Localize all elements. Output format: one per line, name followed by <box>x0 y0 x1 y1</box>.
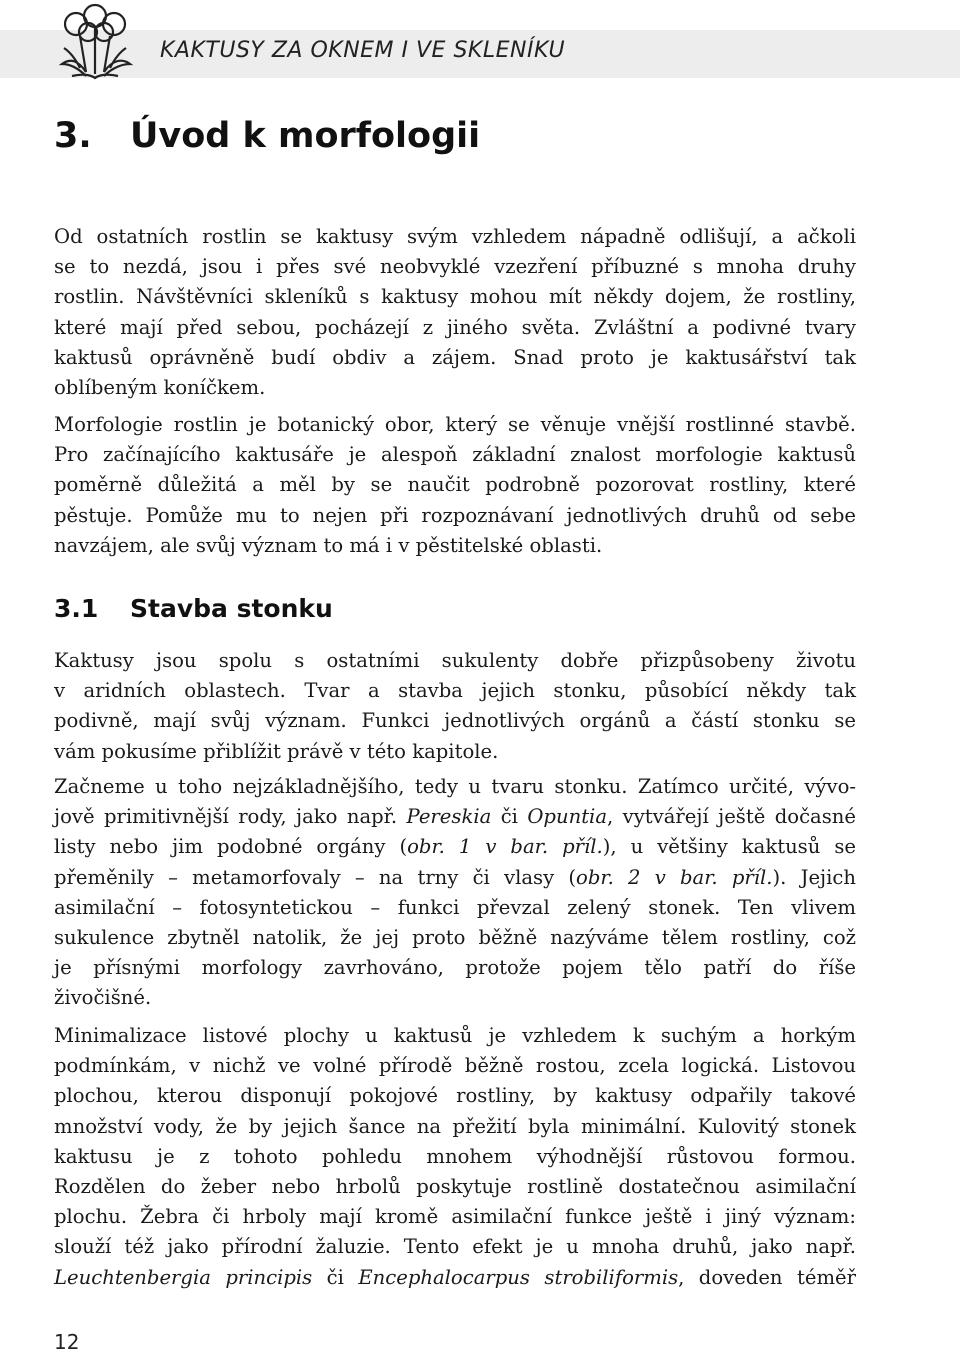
text-line: podivně, mají svůj význam. Funkci jednotlivých orgánů a částí stonku se <box>54 709 856 733</box>
text-line: kaktusu je z tohoto pohledu mnohem výhodnější růstovou formou. <box>54 1144 856 1168</box>
text-line: plochu. Žebra či hrboly mají kromě asimilační funkce ještě i jiný význam: <box>54 1205 856 1229</box>
page-number: 12 <box>54 1330 80 1354</box>
text-run: , vytvářejí ještě dočasné <box>607 805 856 829</box>
text-line: sukulence zbytněl natolik, že jej proto běžně nazýváme tělem rostliny, což <box>54 925 856 949</box>
section-title: Stavba stonku <box>130 594 333 623</box>
paragraph-intro-2 <box>54 410 856 561</box>
paragraph-stem-1 <box>54 646 856 767</box>
text-line <box>54 1263 856 1293</box>
text-line: v aridních oblastech. Tvar a stavba jejich stonku, působící někdy tak <box>54 679 856 703</box>
chapter-number: 3. <box>54 116 92 156</box>
cactus-flower-logo-icon <box>50 2 140 84</box>
species-name: Encephalocarpus strobiliformis <box>358 1265 679 1289</box>
text-line: je přísnými morfology zavrhováno, protože pojem tělo patří do říše <box>54 956 856 980</box>
text-line: Od ostatních rostlin se kaktusy svým vzhledem nápadně odlišují, a ačkoli <box>54 225 856 248</box>
text-line: živočišné. <box>54 986 152 1010</box>
text-line <box>54 863 856 893</box>
chapter-title: Úvod k morfologii <box>130 116 481 156</box>
text-line: podmínkám, v nichž ve volné přírodě běžně rostou, zcela logická. Listovou <box>54 1054 856 1078</box>
genus-name: Pereskia <box>406 805 492 829</box>
text-line: se to nezdá, jsou i přes své neobvyklé vzezření příbuzné s mnoha druhy <box>54 255 856 279</box>
text-run: či <box>312 1265 359 1289</box>
text-run: či <box>491 805 528 829</box>
text-run: ). Jejich <box>772 865 856 889</box>
text-run: přeměnily – metamorfovaly – na trny či vlasy ( <box>54 865 577 889</box>
figure-reference: obr. 1 v bar. příl. <box>407 835 603 859</box>
text-line: poměrně důležitá a měl by se naučit podrobně pozorovat rostliny, které <box>54 473 856 497</box>
section-heading <box>54 594 333 623</box>
text-run: ), u většiny kaktusů se <box>602 835 856 859</box>
text-line: Morfologie rostlin je botanický obor, který se věnuje vnější rostlinné stavbě. <box>54 413 856 436</box>
chapter-heading <box>54 116 480 156</box>
text-line: navzájem, ale svůj význam to má i v pěstitelské oblasti. <box>54 533 603 557</box>
text-run: , doveden téměř <box>678 1265 856 1289</box>
text-line: množství vody, že by jejich šance na přežití byla minimální. Kulovitý stonek <box>54 1114 856 1138</box>
text-line: kaktusů oprávněně budí obdiv a zájem. Snad proto je kaktusářství tak <box>54 345 856 369</box>
text-line: Kaktusy jsou spolu s ostatními sukulenty dobře přizpůsobeny životu <box>54 649 856 672</box>
text-line <box>54 832 856 862</box>
text-line: Rozdělen do žeber nebo hrbolů poskytuje rostlině dostatečnou asimilační <box>54 1174 856 1198</box>
paragraph-intro-1 <box>54 222 856 403</box>
species-name: Leuchtenbergia principis <box>54 1265 313 1289</box>
text-line: asimilační – fotosyntetickou – funkci převzal zelený stonek. Ten vlivem <box>54 895 856 919</box>
text-line: vám pokusíme přiblížit právě v této kapitole. <box>54 739 499 763</box>
text-line <box>54 802 856 832</box>
text-line: Minimalizace listové plochy u kaktusů je vzhledem k suchým a horkým <box>54 1024 856 1047</box>
text-line: Začneme u toho nejzákladnějšího, tedy u tvaru stonku. Zatímco určité, vývo- <box>54 775 856 798</box>
text-line: které mají před sebou, pocházejí z jiného světa. Zvláštní a podivné tvary <box>54 315 856 339</box>
text-line: Pro začínajícího kaktusáře je alespoň základní znalost morfologie kaktusů <box>54 443 856 467</box>
text-line: pěstuje. Pomůže mu to nejen při rozpoznávaní jednotlivých druhů od sebe <box>54 503 856 527</box>
figure-reference: obr. 2 v bar. příl. <box>576 865 773 889</box>
genus-name: Opuntia <box>527 805 608 829</box>
text-run: jově primitivnější rody, jako např. <box>54 805 407 829</box>
text-line: slouží též jako přírodní žaluzie. Tento efekt je u mnoha druhů, jako např. <box>54 1235 856 1259</box>
text-line: plochou, kterou disponují pokojové rostliny, by kaktusy odpařily takové <box>54 1084 856 1108</box>
section-number: 3.1 <box>54 594 99 623</box>
text-run: listy nebo jim podobné orgány ( <box>54 835 408 859</box>
running-title: KAKTUSY ZA OKNEM I VE SKLENÍKU <box>160 38 566 63</box>
paragraph-stem-2 <box>54 772 856 1014</box>
paragraph-stem-3 <box>54 1021 856 1293</box>
text-line: rostlin. Návštěvníci skleníků s kaktusy mohou mít někdy dojem, že rostliny, <box>54 285 856 309</box>
text-line: oblíbeným koníčkem. <box>54 375 266 399</box>
